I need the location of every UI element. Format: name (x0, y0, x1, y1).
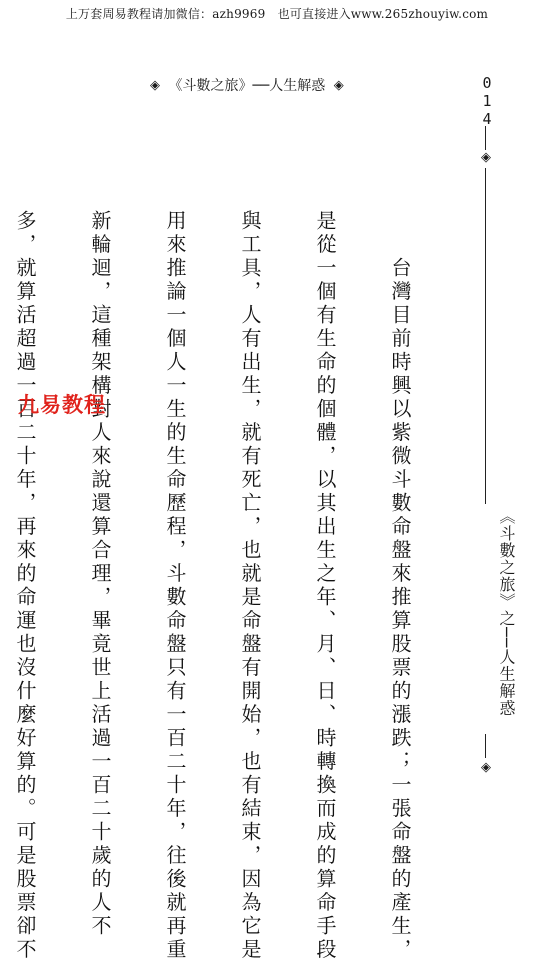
running-header (150, 76, 450, 96)
text-column: 台灣目前時興以紫微斗數命盤來推算股票的漲跌；一張命盤的產生， (388, 210, 412, 962)
diamond-ornament-icon: ◈ (481, 150, 491, 165)
side-running-title: 《斗數之旅》之──人生解惑 (497, 508, 516, 717)
side-rule-middle (485, 168, 486, 504)
watermark: 九易教程 (18, 393, 106, 417)
page-number-text: 014 (478, 74, 496, 128)
text-column: 用來推論一個人一生的生命歷程，斗數命盤只有一百二十年，往後就再重 (163, 210, 187, 962)
text-column: 新輪迴，這種架構對人來說還算合理，畢竟世上活過一百二十歲的人不 (88, 210, 112, 939)
diamond-ornament-icon: ◈ (481, 760, 491, 775)
header-title: 《斗數之旅》──人生解惑 (168, 78, 326, 94)
page-number (478, 74, 494, 132)
text-column: 是從一個有生命的個體，以其出生之年、月、日、時轉換而成的算命手段 (313, 210, 337, 962)
side-rule-lower (485, 734, 486, 758)
text-column: 多，就算活超過一百二十年，再來的命運也沒什麼好算的。可是股票卻不 (13, 210, 37, 962)
top-banner: 上万套周易教程请加微信：azh9969 也可直接进入www.265zhouyiw.com (65, 7, 489, 21)
diamond-ornament-icon: ◈ (150, 78, 160, 93)
text-column: 與工具，人有出生，就有死亡，也就是命盤有開始，也有結束，因為它是 (238, 210, 262, 962)
side-rule-upper (485, 126, 486, 150)
diamond-ornament-icon: ◈ (333, 78, 344, 93)
